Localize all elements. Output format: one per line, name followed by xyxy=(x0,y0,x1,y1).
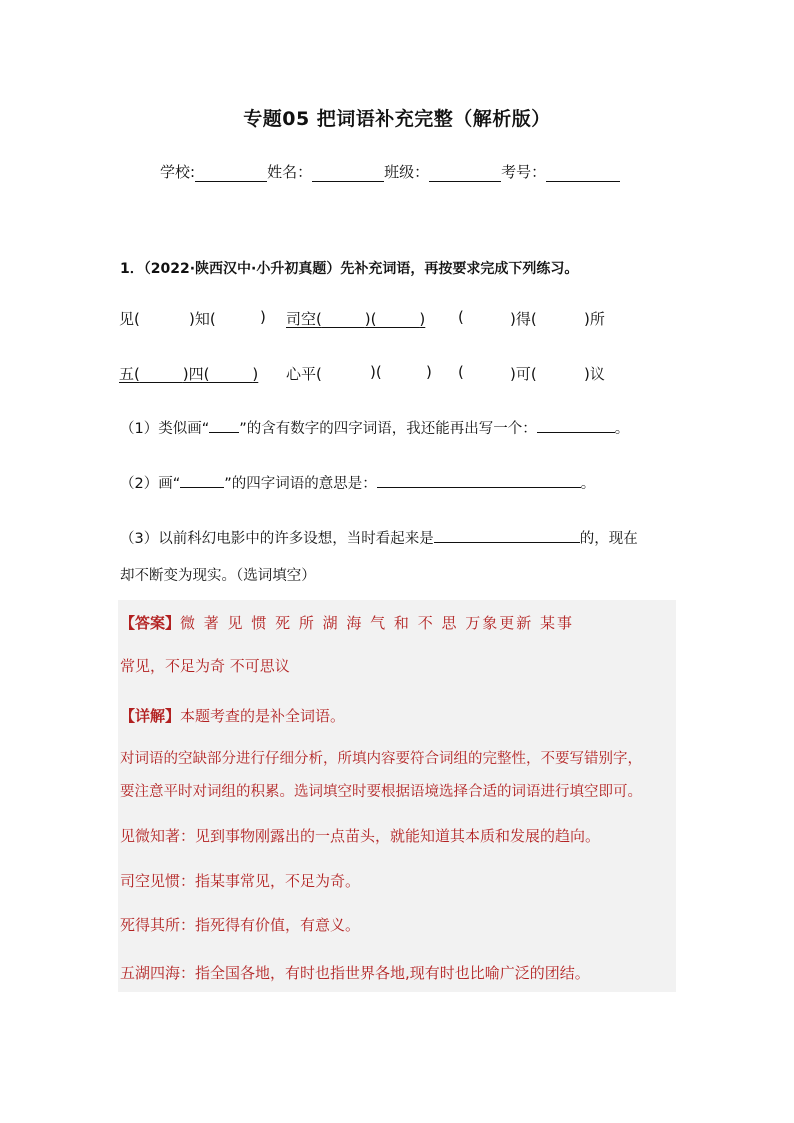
word-part: 见( xyxy=(119,310,140,328)
name-blank[interactable] xyxy=(312,165,384,182)
detail-heading: 【详解】本题考查的是补全词语。 xyxy=(120,707,346,725)
word-part: )知( xyxy=(189,310,216,328)
answer-blank-3[interactable] xyxy=(434,528,580,543)
number-label: 考号： xyxy=(501,163,547,181)
detail-paragraph-2: 要注意平时对词组的积累。选词填空时要根据语境选择合适的词语进行填空即可。 xyxy=(120,784,642,800)
definition-1: 见微知著：见到事物刚露出的一点苗头，就能知道其本质和发展的趋向。 xyxy=(120,827,601,845)
word-part: ) xyxy=(260,308,266,326)
detail-paragraph-1: 对词语的空缺部分进行仔细分析，所填内容要符合词组的完整性，不要写错别字， xyxy=(120,751,642,767)
name-label: 姓名： xyxy=(267,163,313,181)
word-part: )可( xyxy=(510,365,537,383)
word-part: )得( xyxy=(510,310,537,328)
answer-line-2: 常见，不足为奇 不可思议 xyxy=(120,657,290,675)
class-blank[interactable] xyxy=(429,165,501,182)
underlined-word-part: 司空( )( ) xyxy=(286,310,426,328)
word-part: ) xyxy=(426,363,432,381)
word-part: )议 xyxy=(584,365,605,383)
word-part: ( xyxy=(458,308,464,326)
sub-question-3: （3）以前科幻电影中的许多设想，当时看起来是 的，现在 xyxy=(120,527,638,548)
school-blank[interactable] xyxy=(195,165,267,182)
word-part: )所 xyxy=(584,310,605,328)
question-header: 1．（2022·陕西汉中·小升初真题）先补充词语，再按要求完成下列练习。 xyxy=(120,261,579,277)
sub-question-2: （2）画“ ”的四字词语的意思是： 。 xyxy=(120,472,595,493)
page-title: 专题05 把词语补充完整（解析版） xyxy=(243,108,551,130)
word-part: ( xyxy=(458,363,464,381)
underlined-word-part: 五( )四( ) xyxy=(119,365,259,383)
answer-blank-2[interactable] xyxy=(377,473,581,488)
sub-question-1: （1）类似画“ ”的含有数字的四字词语，我还能再出写一个： 。 xyxy=(120,417,629,438)
school-label: 学校: xyxy=(160,163,196,181)
answer-blank-1[interactable] xyxy=(537,418,615,433)
word-part: )( xyxy=(370,363,382,381)
class-label: 班级： xyxy=(384,163,430,181)
definition-4: 五湖四海：指全国各地，有时也指世界各地,现有时也比喻广泛的团结。 xyxy=(120,964,590,982)
answer-line-1: 【答案】微 著 见 惯 死 所 湖 海 气 和 不 思 万象更新 某事 xyxy=(120,614,575,632)
word-part: 心平( xyxy=(286,365,322,383)
definition-2: 司空见惯：指某事常见，不足为奇。 xyxy=(120,872,361,890)
student-info-row xyxy=(160,161,620,182)
number-blank[interactable] xyxy=(546,165,620,182)
definition-3: 死得其所：指死得有价值，有意义。 xyxy=(120,916,361,934)
sub-question-3-cont: 却不断变为现实。（选词填空） xyxy=(120,568,316,584)
